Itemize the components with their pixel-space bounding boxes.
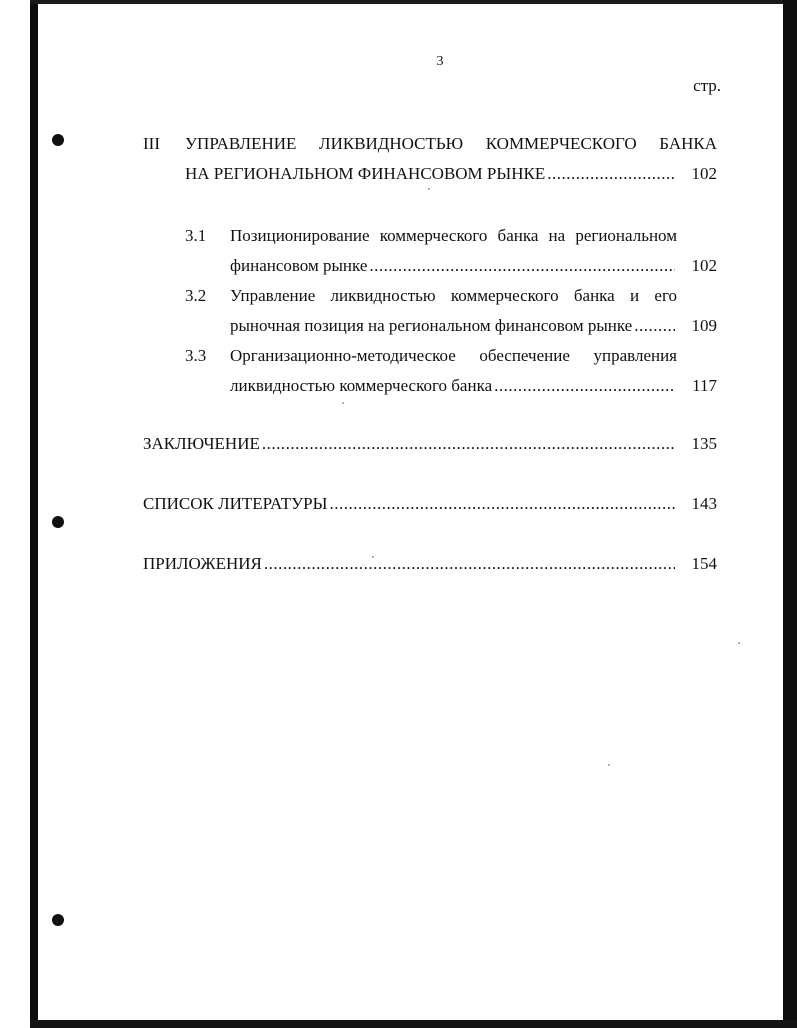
toc-section-number: 3.1 [185, 226, 207, 245]
toc-chapter-title-line2 [185, 164, 717, 184]
toc-section-line1 [185, 226, 677, 246]
toc-section-number: 3.3 [185, 346, 207, 365]
toc-section-title-cont: финансовом рынке [230, 256, 368, 275]
toc-leader-dots [264, 554, 675, 574]
toc-leader-dots [329, 494, 675, 514]
toc-entry-conclusion [143, 434, 717, 454]
toc-page-number: 135 [691, 434, 717, 453]
toc-page-number: 154 [691, 554, 717, 573]
scan-border-bottom [30, 1020, 797, 1028]
toc-entry-title: СПИСОК ЛИТЕРАТУРЫ [143, 494, 328, 513]
scan-speck [738, 642, 740, 644]
toc-chapter-title-cont: НА РЕГИОНАЛЬНОМ ФИНАНСОВОМ РЫНКЕ [185, 164, 546, 183]
toc-chapter-title-line1 [143, 134, 717, 154]
toc-page-number: 143 [691, 494, 717, 513]
toc-chapter-title: УПРАВЛЕНИЕ ЛИКВИДНОСТЬЮ КОММЕРЧЕСКОГО БАНКА [185, 134, 717, 153]
toc-page-number: 109 [691, 316, 717, 335]
scan-speck [342, 402, 344, 404]
toc-leader-dots [494, 376, 675, 396]
scan-border-left [30, 0, 38, 1028]
toc-leader-dots [634, 316, 675, 336]
toc-entry-title: ЗАКЛЮЧЕНИЕ [143, 434, 260, 453]
binder-hole-mark [52, 914, 64, 926]
toc-section-line2 [230, 376, 717, 396]
toc-section-line1 [185, 346, 677, 366]
scan-border-right [783, 0, 797, 1028]
toc-section-title: Организационно-методическое обеспечение управления [230, 346, 677, 365]
pages-column-heading: стр. [693, 76, 721, 95]
page-number: 3 [436, 54, 444, 69]
toc-leader-dots [369, 256, 675, 276]
toc-entry-title: ПРИЛОЖЕНИЯ [143, 554, 262, 573]
binder-hole-mark [52, 134, 64, 146]
toc-entry-references [143, 494, 717, 514]
scan-border-top [30, 0, 797, 4]
toc-section-title: Позиционирование коммерческого банка на региональном [230, 226, 677, 245]
binder-hole-mark [52, 516, 64, 528]
scan-speck [428, 188, 430, 190]
toc-page-number: 102 [691, 164, 717, 183]
toc-entry-appendices [143, 554, 717, 574]
toc-section-line2 [230, 316, 717, 336]
toc-leader-dots [262, 434, 675, 454]
toc-section-title-cont: ликвидностью коммерческого банка [230, 376, 493, 395]
toc-section-line1 [185, 286, 677, 306]
toc-page-number: 117 [692, 376, 717, 395]
scan-speck [608, 764, 610, 766]
toc-section-title-cont: рыночная позиция на региональном финансовом рынке [230, 316, 633, 335]
toc-section-number: 3.2 [185, 286, 207, 305]
toc-chapter-number: III [143, 134, 160, 153]
toc-leader-dots [547, 164, 675, 184]
toc-page-number: 102 [691, 256, 717, 275]
toc-section-line2 [230, 256, 717, 276]
toc-section-title: Управление ликвидностью коммерческого банка и его [230, 286, 677, 305]
